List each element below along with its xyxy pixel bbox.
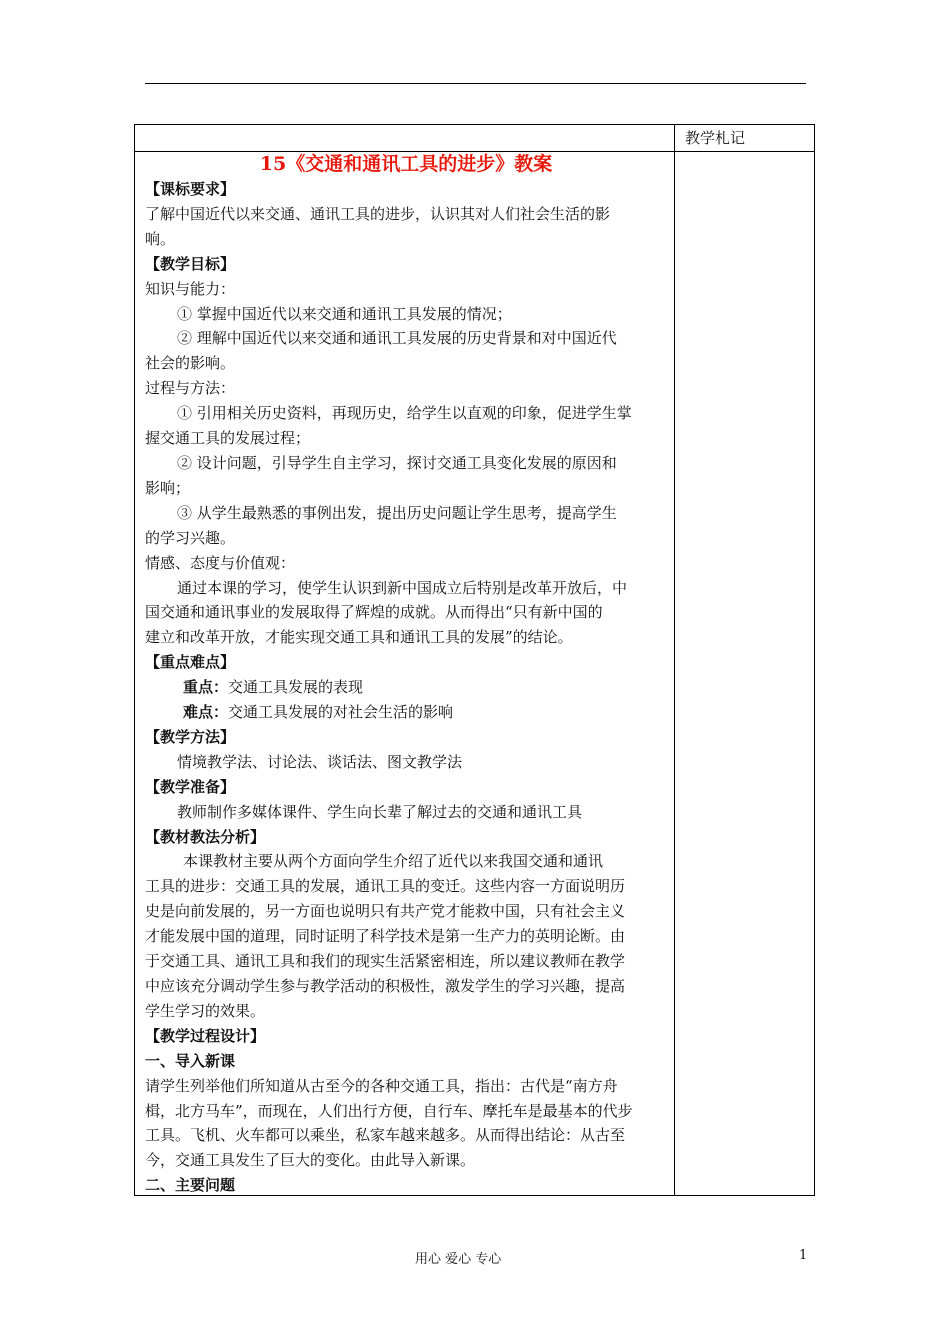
fenxi-line-3: 史是向前发展的，另一方面也说明只有共产党才能救中国，只有社会主义 bbox=[145, 902, 626, 921]
zhishi-label: 知识与能力： bbox=[145, 279, 236, 298]
qinggan-line-2: 国交通和通讯事业的发展取得了辉煌的成就。从而得出“只有新中国的 bbox=[145, 603, 603, 622]
qinggan-line-1: 通过本课的学习，使学生认识到新中国成立后特别是改革开放后，中 bbox=[177, 578, 628, 597]
footer-motto: 用心 爱心 专心 bbox=[415, 1252, 502, 1267]
document-title: 15《交通和通讯工具的进步》教案 bbox=[259, 153, 553, 175]
section-heading-fangfa: 【教学方法】 bbox=[145, 727, 236, 746]
guocheng-item-1b: 握交通工具的发展过程； bbox=[145, 429, 311, 448]
zhongdian-text: 交通工具发展的表现 bbox=[228, 678, 364, 697]
zhishi-item-1: ① 掌握中国近代以来交通和通讯工具发展的情况； bbox=[177, 304, 512, 323]
daoru-line-4: 今，交通工具发生了巨大的变化。由此导入新课。 bbox=[145, 1151, 476, 1170]
notes-column bbox=[675, 125, 814, 1195]
qinggan-label: 情感、态度与价值观： bbox=[145, 553, 296, 572]
fenxi-line-1: 本课教材主要从两个方面向学生介绍了近代以来我国交通和通讯 bbox=[183, 852, 604, 871]
guocheng-item-3a: ③ 从学生最熟悉的事例出发，提出历史问题让学生思考，提高学生 bbox=[177, 503, 617, 522]
guocheng-item-1a: ① 引用相关历史资料，再现历史，给学生以直观的印象，促进学生掌 bbox=[177, 404, 632, 423]
daoru-line-3: 工具。飞机、火车都可以乘坐，私家车越来越多。从而得出结论：从古至 bbox=[145, 1126, 626, 1145]
nandian-row bbox=[145, 700, 667, 725]
guocheng-item-2a: ② 设计问题，引导学生自主学习，探讨交通工具变化发展的原因和 bbox=[177, 453, 617, 472]
notes-column-header: 教学札记 bbox=[685, 129, 746, 147]
kebiao-line-1: 了解中国近代以来交通、通讯工具的进步，认识其对人们社会生活的影 bbox=[145, 204, 611, 223]
guocheng-sub-2: 二、主要问题 bbox=[145, 1176, 236, 1195]
zhongdian-row bbox=[145, 675, 667, 700]
fangfa-text: 情境教学法、讨论法、谈话法、图文教学法 bbox=[177, 752, 463, 771]
fenxi-line-6: 中应该充分调动学生参与教学活动的积极性，激发学生的学习兴趣，提高 bbox=[145, 977, 626, 995]
daoru-line-1: 请学生列举他们所知道从古至今的各种交通工具，指出：古代是“南方舟 bbox=[145, 1076, 618, 1095]
fenxi-line-4: 才能发展中国的道理，同时证明了科学技术是第一生产力的英明论断。由 bbox=[145, 927, 626, 946]
section-heading-guocheng: 【教学过程设计】 bbox=[145, 1026, 266, 1045]
section-heading-fenxi: 【教材教法分析】 bbox=[145, 827, 266, 846]
qinggan-line-3: 建立和改革开放，才能实现交通工具和通讯工具的发展”的结论。 bbox=[145, 628, 573, 647]
section-heading-kebiao: 【课标要求】 bbox=[145, 180, 236, 198]
main-column bbox=[135, 125, 675, 1195]
kebiao-line-2: 响。 bbox=[145, 229, 176, 248]
section-heading-mubiao: 【教学目标】 bbox=[145, 254, 236, 273]
section-heading-zhongdian: 【重点难点】 bbox=[145, 653, 236, 672]
zhongdian-label: 重点： bbox=[183, 678, 229, 697]
nandian-text: 交通工具发展的对社会生活的影响 bbox=[228, 703, 454, 722]
page-number: 1 bbox=[799, 1248, 808, 1263]
section-heading-zhunbei: 【教学准备】 bbox=[145, 777, 236, 796]
zhishi-item-2b: 社会的影响。 bbox=[145, 354, 236, 373]
zhunbei-text: 教师制作多媒体课件、学生向长辈了解过去的交通和通讯工具 bbox=[177, 802, 583, 821]
guocheng-item-3b: 的学习兴趣。 bbox=[145, 528, 236, 547]
lesson-plan-table bbox=[134, 124, 815, 1196]
guocheng-sub-1: 一、导入新课 bbox=[145, 1051, 236, 1070]
header-rule bbox=[145, 83, 806, 84]
fenxi-line-7: 学生学习的效果。 bbox=[145, 1001, 266, 1020]
daoru-line-2: 楫，北方马车”，而现在，人们出行方便，自行车、摩托车是最基本的代步 bbox=[145, 1101, 633, 1120]
guocheng-item-2b: 影响； bbox=[145, 478, 191, 497]
nandian-label: 难点： bbox=[183, 703, 229, 722]
fenxi-line-5: 于交通工具、通讯工具和我们的现实生活紧密相连，所以建议教师在教学 bbox=[145, 952, 626, 971]
guocheng-label: 过程与方法： bbox=[145, 379, 236, 398]
zhishi-item-2a: ② 理解中国近代以来交通和通讯工具发展的历史背景和对中国近代 bbox=[177, 329, 617, 348]
main-content bbox=[145, 151, 667, 1198]
fenxi-line-2: 工具的进步：交通工具的发展，通讯工具的变迁。这些内容一方面说明历 bbox=[145, 877, 626, 896]
